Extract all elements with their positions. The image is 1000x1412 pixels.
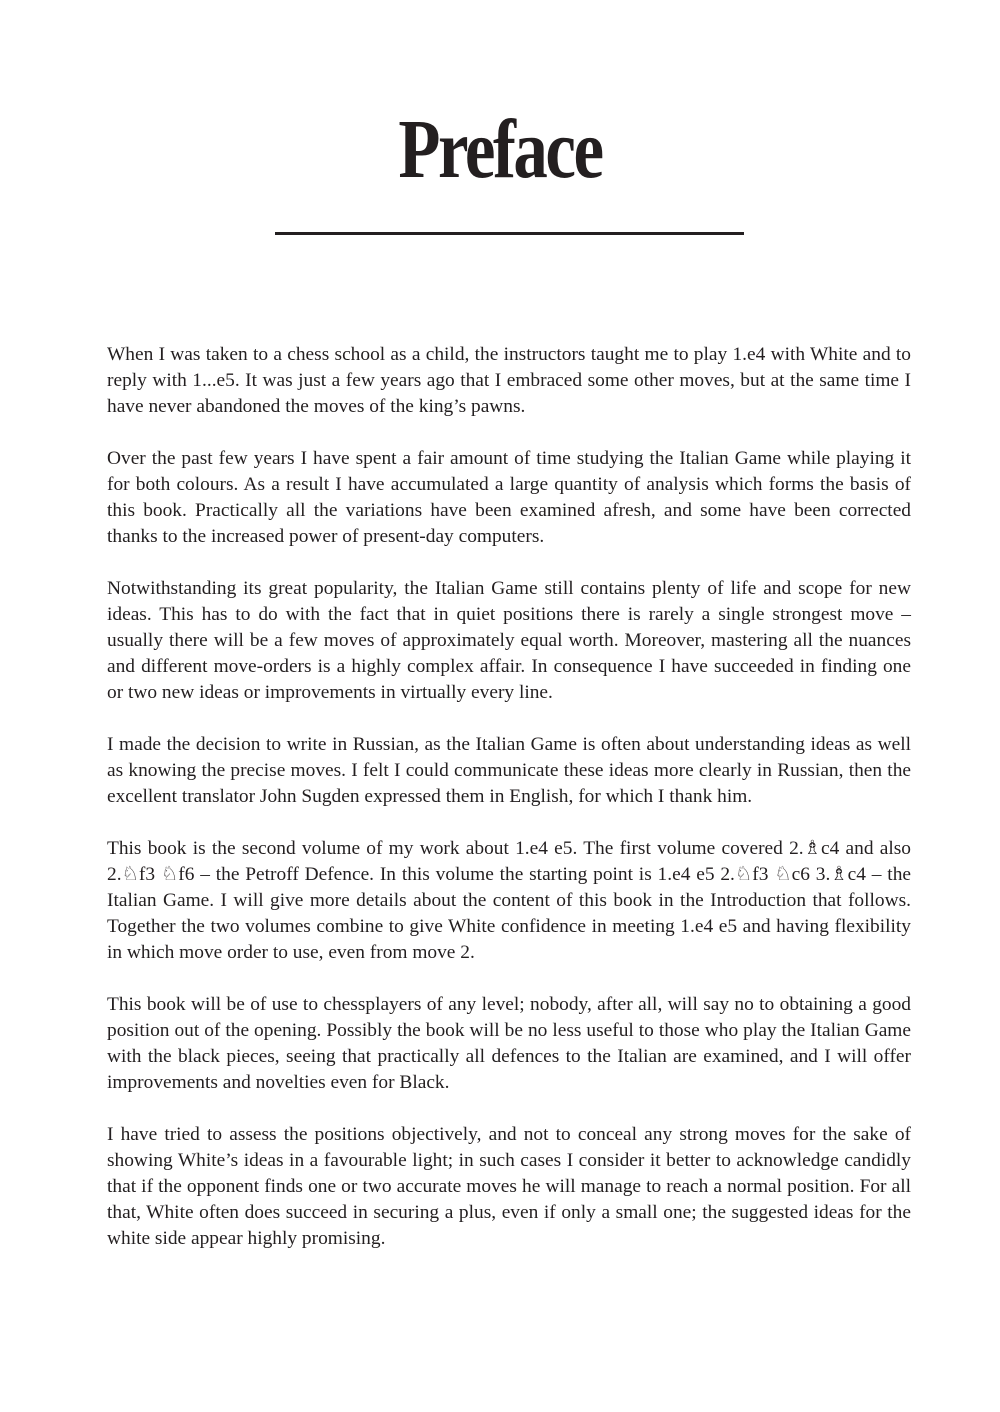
title-divider [275,232,744,235]
paragraph: Over the past few years I have spent a fair amount of time studying the Italian Game while playing it for both colours. As a result I have accumulated a large quantity of analysis which forms the basis of this book. Practically all the variations have been examined afresh, and some have been corrected thanks to the increased power of present-day computers. [107,448,911,547]
paragraph: This book will be of use to chessplayers of any level; nobody, after all, will say no to obtaining a good position out of the opening. Possibly the book will be no less useful to those who play the Italian Game with the black pieces, seeing that practically all defences to the Italian are examined, and I will offer improvements and novelties even for Black. [107,994,911,1093]
paragraph: This book is the second volume of my work about 1.e4 e5. The first volume covered 2.♗c4 and also 2.♘f3 ♘f6 – the Petroff Defence. In this volume the starting point is 1.e4 e5 2.♘f3 ♘c6 3.♗c4 – the Italian Game. I will give more details about the content of this book in the Introduction that follows. Together the two volumes combine to give White confidence in meeting 1.e4 e5 and having flexibility in which move order to use, even from move 2. [107,838,911,963]
paragraph: Notwithstanding its great popularity, the Italian Game still contains plenty of life and scope for new ideas. This has to do with the fact that in quiet positions there is rarely a single strongest move – usually there will be a few moves of approximately equal worth. Moreover, mastering all the nuances and different move-orders is a highly complex affair. In consequence I have succeeded in finding one or two new ideas or improvements in virtually every line. [107,578,911,703]
paragraph: When I was taken to a chess school as a child, the instructors taught me to play 1.e4 with White and to reply with 1...e5. It was just a few years ago that I embraced some other moves, but at the same time I have never abandoned the moves of the king’s pawns. [107,344,911,417]
paragraph: I made the decision to write in Russian, as the Italian Game is often about understanding ideas as well as knowing the precise moves. I felt I could communicate these ideas more clearly in Russian, then the excellent translator John Sugden expressed them in English, for which I thank him. [107,734,911,807]
page-title: Preface [398,103,602,196]
paragraph: I have tried to assess the positions objectively, and not to conceal any strong moves for the sake of showing White’s ideas in a favourable light; in such cases I consider it better to acknowledge candidly that if the opponent finds one or two accurate moves he will manage to reach a normal position. For all that, White often does succeed in securing a plus, even if only a small one; the suggested ideas for the white side appear highly promising. [107,1124,911,1249]
preface-body [107,342,911,1252]
